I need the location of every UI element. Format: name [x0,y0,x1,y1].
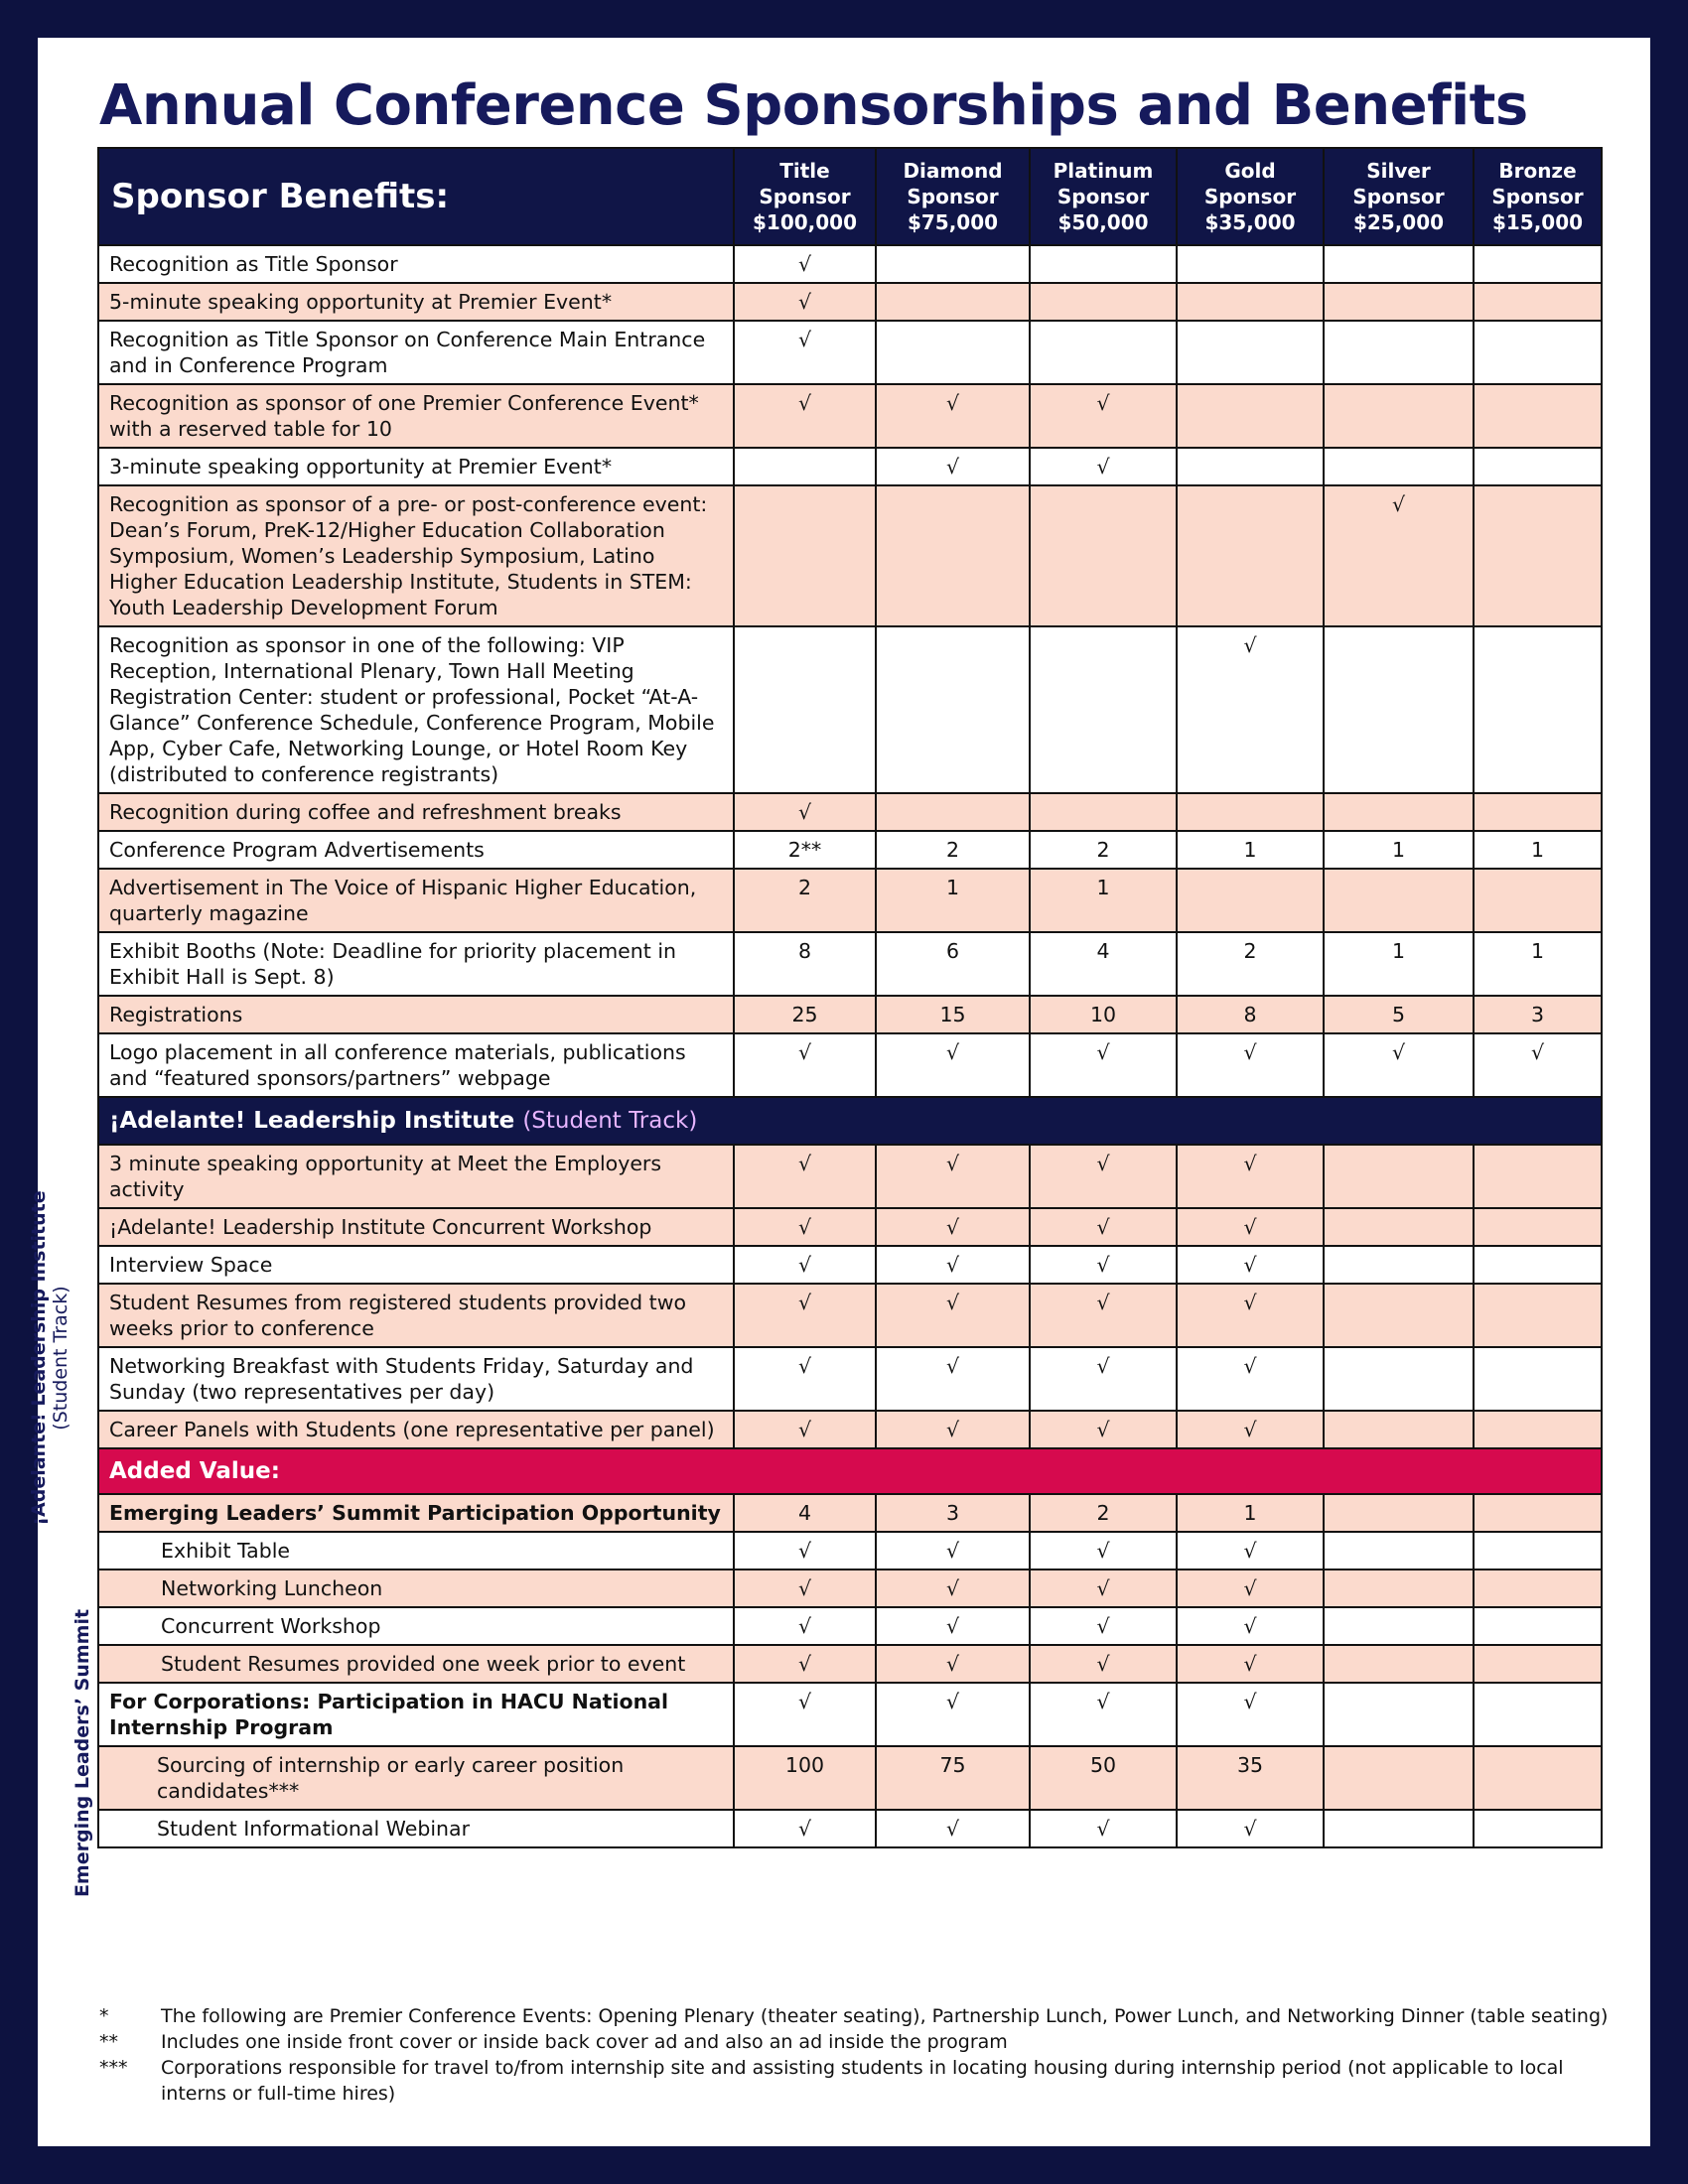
cell-diamond: √ [876,384,1030,448]
tier-price: $75,000 [907,210,999,234]
table-row [98,1570,1602,1607]
benefit-label: Interview Space [98,1246,734,1284]
section-header-adelante [98,1097,1602,1145]
cell-title: √ [734,1645,876,1683]
tier-price: $50,000 [1057,210,1149,234]
cell-silver [1324,448,1474,485]
table-row [98,245,1602,283]
side-label-adelante-line1: ¡Adelante! Leadership Institute [28,1190,50,1526]
cell-diamond: 2 [876,831,1030,869]
benefit-label: Conference Program Advertisements [98,831,734,869]
cell-platinum: 2 [1030,831,1177,869]
table-row [98,996,1602,1033]
cell-diamond: √ [876,1347,1030,1411]
cell-gold: √ [1177,1683,1324,1746]
cell-silver [1324,384,1474,448]
cell-silver [1324,1494,1474,1532]
cell-gold [1177,245,1324,283]
footnote-text: The following are Premier Conference Events: Opening Plenary (theater seating), Partnership Lunch, Power Lunch, and Networking Dinner (table seating) [161,2005,1609,2027]
cell-platinum: √ [1030,1145,1177,1208]
table-row [98,283,1602,321]
cell-gold: 1 [1177,831,1324,869]
cell-silver: √ [1324,1033,1474,1097]
benefit-label: Exhibit Booths (Note: Deadline for priority placement in Exhibit Hall is Sept. 8) [98,932,734,996]
cell-bronze [1474,1411,1602,1448]
tier-header-silver [1324,148,1474,245]
cell-silver [1324,1284,1474,1347]
cell-platinum: 10 [1030,996,1177,1033]
cell-gold: √ [1177,1532,1324,1570]
cell-gold [1177,485,1324,626]
benefit-label: Emerging Leaders’ Summit Participation Opportunity [98,1494,734,1532]
cell-diamond: √ [876,1532,1030,1570]
table-row [98,1683,1602,1746]
section-heading: Added Value: [98,1448,1602,1494]
cell-diamond [876,283,1030,321]
tier-header-title [734,148,876,245]
cell-gold: √ [1177,1284,1324,1347]
cell-silver [1324,1208,1474,1246]
table-row [98,1284,1602,1347]
table-row [98,384,1602,448]
benefit-label: Recognition as Title Sponsor [98,245,734,283]
section-track: (Student Track) [522,1108,698,1134]
cell-title: 2** [734,831,876,869]
side-label-emerging-line1: Emerging Leaders’ Summit [71,1608,93,1898]
cell-bronze: √ [1474,1033,1602,1097]
tier-price: $100,000 [752,210,857,234]
benefit-label: ¡Adelante! Leadership Institute Concurrent Workshop [98,1208,734,1246]
benefit-label: Logo placement in all conference materials, publications and “featured sponsors/partners” webpage [98,1033,734,1097]
cell-diamond: √ [876,1411,1030,1448]
table-row [98,1246,1602,1284]
cell-bronze [1474,1494,1602,1532]
cell-silver [1324,1746,1474,1810]
cell-gold: 35 [1177,1746,1324,1810]
cell-bronze [1474,1347,1602,1411]
cell-title [734,485,876,626]
tier-header-platinum [1030,148,1177,245]
cell-bronze [1474,1145,1602,1208]
cell-platinum: √ [1030,1208,1177,1246]
benefit-label: Recognition as sponsor of a pre- or post-conference event: Dean’s Forum, PreK-12/Higher Education Collaboration Symposium, Women’s Leadership Symposium, Latino Higher Education Leadership Institute, Students in STEM: Youth Leadership Development Forum [98,485,734,626]
cell-diamond [876,485,1030,626]
cell-diamond [876,321,1030,384]
cell-platinum: 1 [1030,869,1177,932]
cell-gold: √ [1177,1208,1324,1246]
cell-silver [1324,1411,1474,1448]
cell-bronze: 1 [1474,932,1602,996]
table-row [98,321,1602,384]
cell-diamond: √ [876,1208,1030,1246]
cell-title: √ [734,1570,876,1607]
cell-silver: 1 [1324,831,1474,869]
cell-platinum: √ [1030,1284,1177,1347]
benefit-label: Student Resumes from registered students provided two weeks prior to conference [98,1284,734,1347]
cell-gold [1177,283,1324,321]
footnotes [99,2003,1609,2107]
side-label-adelante-line2: (Student Track) [50,1286,71,1431]
cell-bronze [1474,1645,1602,1683]
cell-gold: √ [1177,1607,1324,1645]
table-row [98,1746,1602,1810]
cell-platinum [1030,283,1177,321]
cell-platinum: √ [1030,1347,1177,1411]
cell-diamond [876,626,1030,793]
cell-gold: 1 [1177,1494,1324,1532]
cell-title: √ [734,1145,876,1208]
cell-diamond: 15 [876,996,1030,1033]
benefit-label: For Corporations: Participation in HACU National Internship Program [98,1683,734,1746]
tier-sub: Sponsor [1056,185,1150,208]
cell-gold [1177,321,1324,384]
cell-title: 2 [734,869,876,932]
benefit-label: Student Resumes provided one week prior to event [98,1645,734,1683]
cell-gold [1177,448,1324,485]
cell-platinum: √ [1030,1532,1177,1570]
table-header-row [98,148,1602,245]
table-row [98,1607,1602,1645]
cell-silver [1324,321,1474,384]
cell-bronze [1474,448,1602,485]
cell-bronze [1474,245,1602,283]
cell-title: √ [734,1810,876,1847]
table-row [98,1145,1602,1208]
cell-platinum: 50 [1030,1746,1177,1810]
cell-title: √ [734,1033,876,1097]
cell-title: √ [734,1532,876,1570]
cell-diamond: √ [876,1683,1030,1746]
cell-bronze [1474,384,1602,448]
cell-silver: 5 [1324,996,1474,1033]
table-row [98,793,1602,831]
cell-gold: √ [1177,1347,1324,1411]
footnote [99,2029,1609,2055]
cell-silver [1324,1246,1474,1284]
cell-silver [1324,245,1474,283]
footnote-mark: ** [99,2031,118,2053]
cell-title: √ [734,793,876,831]
cell-diamond: 75 [876,1746,1030,1810]
table-row [98,932,1602,996]
cell-gold: √ [1177,1411,1324,1448]
cell-platinum [1030,626,1177,793]
benefit-label: Recognition as sponsor in one of the following: VIP Reception, International Plenary, Town Hall Meeting Registration Center: student or professional, Pocket “At-A-Glance” Conference Schedule, Conference Program, Mobile App, Cyber Cafe, Networking Lounge, or Hotel Room Key (distributed to conference registrants) [98,626,734,793]
cell-gold: √ [1177,1033,1324,1097]
cell-bronze [1474,1208,1602,1246]
cell-title: 8 [734,932,876,996]
cell-silver: 1 [1324,932,1474,996]
benefit-label: Recognition as sponsor of one Premier Conference Event* with a reserved table for 10 [98,384,734,448]
cell-silver [1324,1645,1474,1683]
cell-platinum: √ [1030,1810,1177,1847]
cell-diamond: √ [876,1284,1030,1347]
cell-bronze [1474,1683,1602,1746]
section-header-added-value [98,1448,1602,1494]
cell-silver [1324,1347,1474,1411]
cell-bronze [1474,626,1602,793]
cell-diamond [876,793,1030,831]
tier-header-bronze [1474,148,1602,245]
cell-bronze [1474,1746,1602,1810]
cell-gold: 2 [1177,932,1324,996]
benefit-label: Concurrent Workshop [98,1607,734,1645]
cell-diamond: 3 [876,1494,1030,1532]
cell-silver [1324,793,1474,831]
cell-title: √ [734,1607,876,1645]
cell-bronze [1474,1570,1602,1607]
cell-platinum [1030,245,1177,283]
cell-bronze [1474,1532,1602,1570]
cell-bronze [1474,283,1602,321]
table-row [98,1810,1602,1847]
cell-platinum: √ [1030,1033,1177,1097]
cell-platinum: √ [1030,1411,1177,1448]
cell-diamond: 1 [876,869,1030,932]
cell-platinum: √ [1030,1570,1177,1607]
table-row [98,485,1602,626]
page [28,38,1650,2146]
cell-title: 25 [734,996,876,1033]
cell-bronze [1474,869,1602,932]
cell-bronze [1474,793,1602,831]
benefit-label: Career Panels with Students (one representative per panel) [98,1411,734,1448]
cell-diamond: √ [876,1570,1030,1607]
tier-name: Silver [1366,159,1431,183]
benefit-label: Student Informational Webinar [98,1810,734,1847]
benefit-label: Recognition during coffee and refreshment breaks [98,793,734,831]
tier-header-diamond [876,148,1030,245]
cell-bronze: 3 [1474,996,1602,1033]
cell-bronze [1474,1607,1602,1645]
cell-diamond: √ [876,448,1030,485]
cell-platinum: 4 [1030,932,1177,996]
benefit-label: Networking Luncheon [98,1570,734,1607]
table-row [98,1494,1602,1532]
table-row [98,1411,1602,1448]
tier-name: Bronze [1498,159,1577,183]
cell-bronze [1474,1810,1602,1847]
cell-platinum: √ [1030,1645,1177,1683]
tier-name: Diamond [903,159,1003,183]
cell-diamond: √ [876,1810,1030,1847]
sponsor-benefits-header: Sponsor Benefits: [98,148,734,245]
benefit-label: Advertisement in The Voice of Hispanic Higher Education, quarterly magazine [98,869,734,932]
cell-platinum: √ [1030,1246,1177,1284]
cell-bronze [1474,1246,1602,1284]
table-body [98,245,1602,1847]
tier-sub: Sponsor [1491,185,1584,208]
cell-diamond: 6 [876,932,1030,996]
tier-sub: Sponsor [759,185,851,208]
cell-gold: √ [1177,1246,1324,1284]
cell-title: √ [734,384,876,448]
cell-platinum [1030,485,1177,626]
cell-gold [1177,384,1324,448]
table-row [98,1033,1602,1097]
cell-diamond: √ [876,1645,1030,1683]
table-row [98,831,1602,869]
tier-header-gold [1177,148,1324,245]
cell-title [734,448,876,485]
cell-gold: √ [1177,1810,1324,1847]
table-row [98,1532,1602,1570]
benefit-label: 3 minute speaking opportunity at Meet the Employers activity [98,1145,734,1208]
cell-gold [1177,869,1324,932]
table-row [98,1645,1602,1683]
cell-title: √ [734,283,876,321]
cell-silver [1324,1810,1474,1847]
tier-price: $35,000 [1204,210,1296,234]
cell-silver [1324,283,1474,321]
tier-sub: Sponsor [1352,185,1445,208]
cell-silver [1324,869,1474,932]
table-row [98,1347,1602,1411]
cell-platinum [1030,321,1177,384]
cell-platinum: √ [1030,1607,1177,1645]
benefit-label: 3-minute speaking opportunity at Premier Event* [98,448,734,485]
benefit-label: Registrations [98,996,734,1033]
cell-title: √ [734,1284,876,1347]
cell-title: √ [734,1683,876,1746]
footnote [99,2003,1609,2029]
cell-title: √ [734,245,876,283]
cell-gold: √ [1177,1145,1324,1208]
cell-gold: √ [1177,1645,1324,1683]
cell-gold: 8 [1177,996,1324,1033]
benefit-label: 5-minute speaking opportunity at Premier Event* [98,283,734,321]
footnote-text: Includes one inside front cover or inside back cover ad and also an ad inside the program [161,2031,1008,2053]
cell-silver [1324,1607,1474,1645]
benefit-label: Recognition as Title Sponsor on Conference Main Entrance and in Conference Program [98,321,734,384]
cell-bronze: 1 [1474,831,1602,869]
footnote-mark: *** [99,2057,128,2079]
cell-silver [1324,626,1474,793]
cell-title: 100 [734,1746,876,1810]
tier-name: Title [779,159,830,183]
cell-gold [1177,793,1324,831]
footnote-mark: * [99,2005,109,2027]
cell-title: √ [734,1208,876,1246]
benefits-table [97,147,1603,1848]
footnote-text: Corporations responsible for travel to/from internship site and assisting students in locating housing during internship period (not applicable to local interns or full-time hires) [161,2057,1564,2105]
cell-gold: √ [1177,1570,1324,1607]
cell-title: √ [734,1246,876,1284]
cell-diamond: √ [876,1607,1030,1645]
section-heading: ¡Adelante! Leadership Institute [109,1108,515,1134]
benefit-label: Exhibit Table [98,1532,734,1570]
cell-silver [1324,1683,1474,1746]
tier-name: Gold [1224,159,1276,183]
benefit-label: Networking Breakfast with Students Friday, Saturday and Sunday (two representatives per day) [98,1347,734,1411]
cell-bronze [1474,321,1602,384]
cell-title [734,626,876,793]
table-row [98,626,1602,793]
cell-gold: √ [1177,626,1324,793]
tier-name: Platinum [1053,159,1154,183]
table-row [98,448,1602,485]
cell-silver [1324,1570,1474,1607]
cell-diamond: √ [876,1033,1030,1097]
cell-diamond: √ [876,1145,1030,1208]
tier-sub: Sponsor [1203,185,1297,208]
tier-sub: Sponsor [907,185,999,208]
cell-silver [1324,1145,1474,1208]
cell-platinum: 2 [1030,1494,1177,1532]
table-row [98,1208,1602,1246]
cell-title: √ [734,321,876,384]
cell-silver [1324,1532,1474,1570]
footnote [99,2055,1609,2107]
benefit-label: Sourcing of internship or early career position candidates*** [98,1746,734,1810]
cell-diamond [876,245,1030,283]
cell-bronze [1474,1284,1602,1347]
tier-price: $15,000 [1491,210,1584,234]
cell-platinum: √ [1030,1683,1177,1746]
cell-platinum: √ [1030,448,1177,485]
cell-title: 4 [734,1494,876,1532]
page-title: Annual Conference Sponsorships and Benefits [99,73,1528,138]
cell-title: √ [734,1411,876,1448]
cell-title: √ [734,1347,876,1411]
cell-platinum: √ [1030,384,1177,448]
cell-bronze [1474,485,1602,626]
cell-platinum [1030,793,1177,831]
tier-price: $25,000 [1352,210,1445,234]
cell-silver: √ [1324,485,1474,626]
table-row [98,869,1602,932]
cell-diamond: √ [876,1246,1030,1284]
